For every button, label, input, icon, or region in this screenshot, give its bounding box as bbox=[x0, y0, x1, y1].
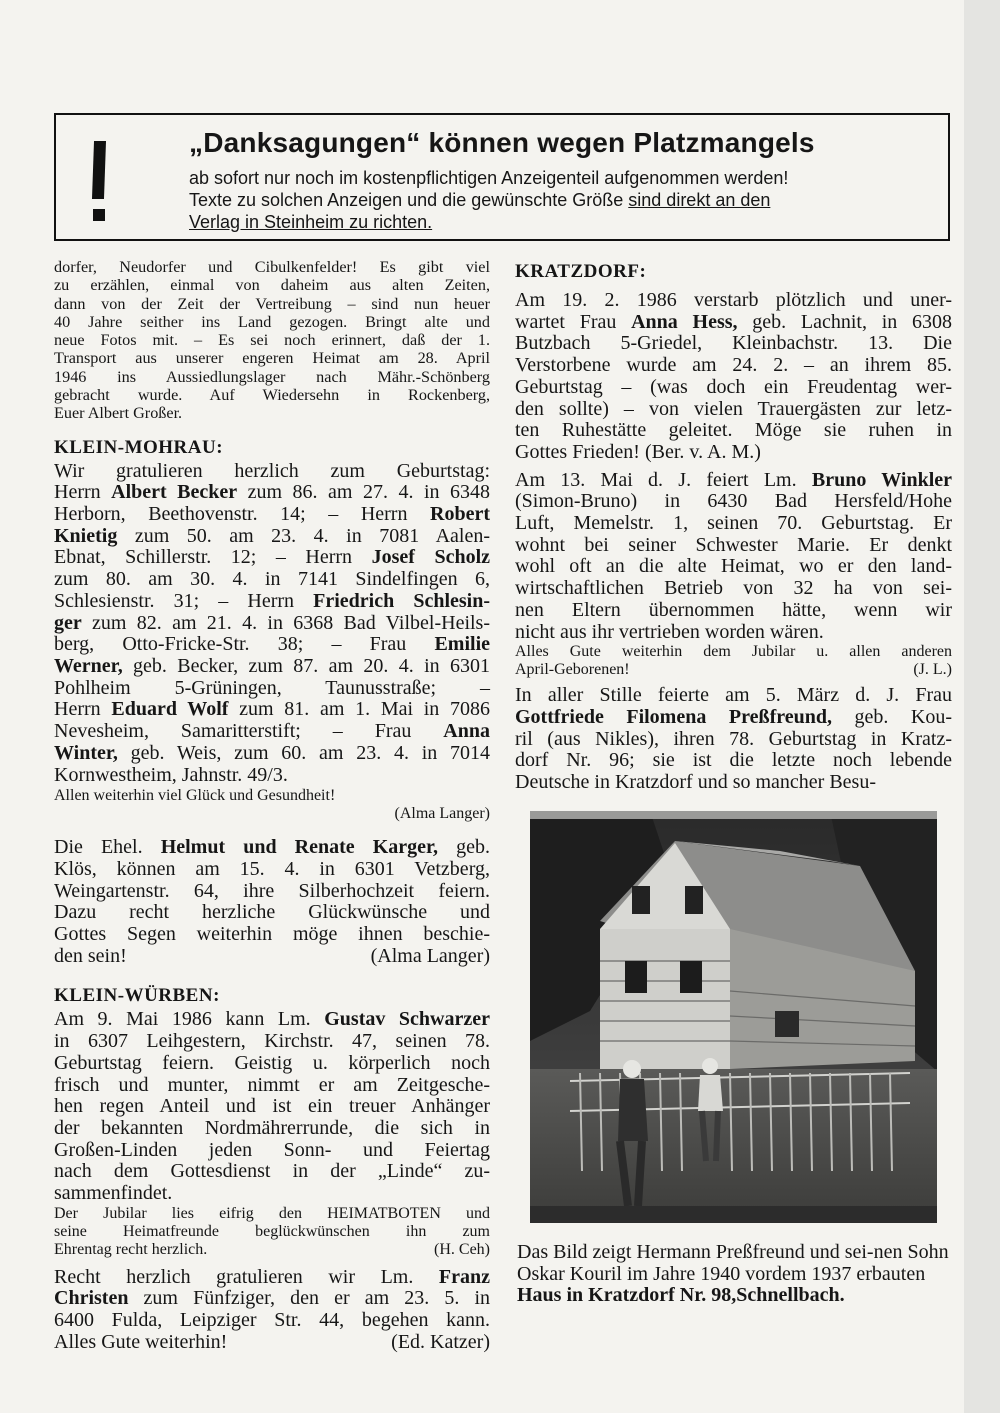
text-line: 1946 ins Aussiedlungslager nach Mähr.-Schönberg bbox=[54, 367, 490, 386]
bold-name: Gottfriede Filomena Preßfreund, bbox=[515, 705, 832, 728]
text-line: Die Ehel. Helmut und Renate Karger, geb. bbox=[54, 836, 490, 859]
bold-name: Winter, bbox=[54, 741, 118, 764]
section-heading-klein-wuerben: KLEIN-WÜRBEN: bbox=[54, 985, 220, 1007]
text-line: Kornwestheim, Jahnstr. 49/3. bbox=[54, 763, 288, 786]
text-line: in 6307 Leihgestern, Kirchstr. 47, seinen 78. bbox=[54, 1030, 490, 1053]
page-edge-shadow bbox=[964, 0, 1000, 1413]
text-line: Knietig zum 50. am 23. 4. in 7081 Aalen- bbox=[54, 524, 490, 547]
text-line: Verstorbene wurde am 24. 2. – an ihrem 85. bbox=[515, 354, 952, 377]
klein-mohrau-closing bbox=[54, 787, 490, 823]
text-line: Weingartenstr. 64, ihre Silberhochzeit feiern. bbox=[54, 879, 490, 902]
text-line: dorf Nr. 96; sie ist die letzte noch lebende bbox=[515, 749, 952, 772]
text-line: berg, Otto-Fricke-Str. 38; – Frau Emilie bbox=[54, 633, 490, 656]
text-line: den sollte) – von vielen Trauergästen zur letz- bbox=[515, 397, 952, 420]
karger-last-line bbox=[54, 946, 490, 968]
photo-caption bbox=[517, 1242, 953, 1307]
text-line: Pohlheim 5-Grüningen, Taunusstraße; – bbox=[54, 676, 490, 699]
note-text: April-Geborenen! bbox=[515, 661, 630, 679]
text-line: neue Fotos mit. – Es sei noch erinnert, daß der 1. bbox=[54, 331, 490, 350]
signature: (Alma Langer) bbox=[394, 805, 490, 823]
text-line: der bekannten Nordmährerrunde, die sich in bbox=[54, 1116, 490, 1139]
text-line: zu erzählen, einmal von daheim aus alten Zeiten, bbox=[54, 276, 490, 295]
text-line: wirtschaftlichen Betrieb von 32 ha von sei- bbox=[515, 577, 952, 600]
text-line: nach dem Gottesdienst in der „Linde“ zu- bbox=[54, 1160, 490, 1183]
christen-last-line bbox=[54, 1332, 490, 1354]
notice-body bbox=[189, 167, 929, 233]
bold-name: Anna Hess, bbox=[631, 310, 738, 333]
text-line: Luft, Memelstr. 1, seinen 70. Geburtstag. Er bbox=[515, 512, 952, 535]
text-line: seine Heimatfreunde beglückwünschen ihn zum bbox=[54, 1222, 490, 1240]
text-line: Am 9. Mai 1986 kann Lm. Gustav Schwarzer bbox=[54, 1008, 490, 1031]
text-line: Gottfriede Filomena Preßfreund, geb. Kou- bbox=[515, 705, 952, 728]
text-line: Herrn Albert Becker zum 86. am 27. 4. in 6348 bbox=[54, 481, 490, 504]
text-line: Deutsche in Kratzdorf und so mancher Besu- bbox=[515, 771, 876, 794]
klein-wuerben-note bbox=[54, 1205, 490, 1241]
text-line: Herborn, Beethovenstr. 14; – Herrn Robert bbox=[54, 503, 490, 526]
text-line: wartet Frau Anna Hess, geb. Lachnit, in 6308 bbox=[515, 310, 952, 333]
text-line: Geburtstag feiern. Geistig u. körperlich noch bbox=[54, 1051, 490, 1074]
text-line: dann von der Zeit der Vertreibung – sind nun heuer bbox=[54, 294, 490, 313]
note-text: Alles Gute weiterhin dem Jubilar u. allen anderen bbox=[515, 643, 952, 661]
signature: (Ed. Katzer) bbox=[391, 1330, 490, 1353]
text-line: hen regen Anteil und ist ein treuer Anhänger bbox=[54, 1095, 490, 1118]
right-column bbox=[515, 258, 952, 794]
notice-line bbox=[189, 189, 929, 211]
bold-name: Knietig bbox=[54, 524, 118, 547]
intro-paragraph bbox=[54, 258, 490, 423]
notice-underlined-text: Verlag in Steinheim zu richten. bbox=[189, 212, 433, 232]
left-column bbox=[54, 258, 490, 1354]
text-line: Gottes Segen weiterhin möge ihnen beschie- bbox=[54, 923, 490, 946]
text-line: In aller Stille feierte am 5. März d. J. Frau bbox=[515, 684, 952, 707]
text-line: 40 Jahre seither ins Land gezogen. Bringt alte und bbox=[54, 312, 490, 331]
bold-name: Friedrich Schlesin- bbox=[313, 589, 491, 612]
text-line: dorfer, Neudorfer und Cibulkenfelder! Es gibt viel bbox=[54, 258, 490, 276]
text-line: Am 19. 2. 1986 verstarb plötzlich und uner- bbox=[515, 289, 952, 311]
text-line: Ebnat, Schillerstr. 12; – Herrn Josef Scholz bbox=[54, 546, 490, 569]
paragraph-text: Gottes Frieden! (Ber. v. A. M.) bbox=[515, 440, 761, 463]
text-line: Transport aus unserer engeren Heimat am 28. April bbox=[54, 349, 490, 368]
bold-name: Bruno Winkler bbox=[811, 468, 952, 491]
text-line: ten Ruhestätte geleitet. Möge sie ruhen in bbox=[515, 419, 952, 442]
winkler-paragraph bbox=[515, 470, 952, 622]
text-line: wohnt bei seiner Schwester Marie. Er denkt bbox=[515, 533, 952, 556]
text-line: Der Jubilar lies eifrig den HEIMATBOTEN und bbox=[54, 1204, 490, 1222]
bold-name: Gustav Schwarzer bbox=[324, 1008, 490, 1031]
hess-last-line bbox=[515, 442, 952, 464]
text-line: nen Sohn Oskar Kouril im Jahre 1940 vor bbox=[517, 1241, 949, 1285]
text-line: Das Bild zeigt Hermann Preßfreund und sei- bbox=[517, 1241, 874, 1263]
section-heading-klein-mohrau: KLEIN-MOHRAU: bbox=[54, 436, 224, 458]
bold-name: Franz bbox=[438, 1265, 490, 1288]
text-line: Großen-Linden jeden Sonn- und Feiertag bbox=[54, 1138, 490, 1161]
text-line: ril (aus Nikles), ihren 78. Geburtstag in Kratz- bbox=[515, 727, 952, 750]
text-line: Nevesheim, Samaritterstift; – Frau Anna bbox=[54, 720, 490, 743]
klein-wuerben-note-last bbox=[54, 1241, 490, 1259]
text-line: Am 13. Mai d. J. feiert Lm. Bruno Winkler bbox=[515, 468, 952, 491]
text-line: wohl oft an die alte Heimat, wo er den land- bbox=[515, 555, 952, 578]
bold-name: Albert Becker bbox=[111, 481, 238, 504]
notice-line bbox=[189, 211, 929, 233]
notice-headline: „Danksagungen“ können wegen Platzmangels bbox=[189, 127, 815, 158]
bold-name: Werner, bbox=[54, 655, 123, 677]
signature: (H. Ceh) bbox=[434, 1240, 490, 1258]
text-line: Euer Albert Großer. bbox=[54, 404, 183, 423]
paragraph-text: Alles Gute weiterhin! bbox=[54, 1330, 228, 1353]
text-line: Butzbach 5-Griedel, Kleinbachstr. 13. Die bbox=[515, 332, 952, 355]
bold-name: Haus in Kratzdorf Nr. 98, bbox=[517, 1284, 737, 1307]
text-line: nen Eltern übernommen hätte, wenn wir bbox=[515, 598, 952, 621]
christen-paragraph bbox=[54, 1267, 490, 1332]
note-text: Ehrentag recht herzlich. bbox=[54, 1240, 208, 1258]
caption-last-line: Schnellbach. bbox=[736, 1284, 845, 1307]
notice-text: Texte zu solchen Anzeigen und die gewünschte Größe bbox=[189, 190, 629, 210]
house-photo bbox=[530, 811, 937, 1223]
bold-name: Robert bbox=[430, 503, 490, 526]
text-line: Christen zum Fünfziger, den er am 23. 5. in bbox=[54, 1287, 490, 1310]
text-line: Wir gratulieren herzlich zum Geburtstag: bbox=[54, 459, 490, 482]
text-line: Geburtstag – (was doch ein Freudentag wer- bbox=[515, 375, 952, 398]
text-line: 6400 Fulda, Leipziger Str. 44, begehen kann. bbox=[54, 1309, 490, 1332]
text-line: zum 80. am 30. 4. in 7141 Sindelfingen 6, bbox=[54, 568, 490, 591]
signature: (J. L.) bbox=[913, 661, 952, 679]
karger-paragraph bbox=[54, 837, 490, 946]
text-line: Klös, können am 15. 4. in 6301 Vetzberg, bbox=[54, 857, 490, 880]
text-line: Herrn Eduard Wolf zum 81. am 1. Mai in 7086 bbox=[54, 698, 491, 721]
bold-name: Eduard Wolf bbox=[111, 698, 229, 721]
bold-name: ger bbox=[54, 611, 82, 634]
hess-paragraph bbox=[515, 290, 952, 442]
exclamation-icon bbox=[82, 127, 118, 227]
paragraph-text: sammenfindet. bbox=[54, 1182, 173, 1205]
text-line: Schlesienstr. 31; – Herrn Friedrich Schlesin- bbox=[54, 589, 491, 612]
pressfreund-paragraph bbox=[515, 685, 952, 794]
winkler-last-line bbox=[515, 622, 952, 644]
notice-line: ab sofort nur noch im kostenpflichtigen Anzeigenteil aufgenommen werden! bbox=[189, 168, 789, 188]
closing-line: Allen weiterhin viel Glück und Gesundheit! bbox=[54, 787, 336, 805]
paragraph-text: nicht aus ihr vertrieben worden wären. bbox=[515, 620, 824, 643]
bold-name: Josef Scholz bbox=[371, 546, 490, 569]
text-line: Werner, geb. Becker, zum 87. am 20. 4. in 6301 bbox=[54, 655, 490, 677]
klein-wuerben-paragraph bbox=[54, 1009, 490, 1183]
paragraph-text: den sein! bbox=[54, 944, 127, 967]
text-line: Recht herzlich gratulieren wir Lm. Franz bbox=[54, 1265, 490, 1288]
text-line: ger zum 82. am 21. 4. in 6368 Bad Vilbel-Heils- bbox=[54, 611, 490, 634]
bold-name: Helmut und Renate Karger, bbox=[160, 836, 439, 859]
bold-name: Anna bbox=[443, 720, 490, 743]
notice-underlined-text: sind direkt an den bbox=[628, 190, 771, 210]
bold-name: Emilie bbox=[434, 633, 490, 656]
bold-name: Christen bbox=[54, 1287, 129, 1310]
text-line: dem 1937 erbauten Haus in Kratzdorf Nr. 98, bbox=[517, 1262, 926, 1307]
klein-mohrau-paragraph bbox=[54, 461, 490, 787]
text-line: (Simon-Bruno) in 6430 Bad Hersfeld/Hohe bbox=[515, 490, 952, 513]
text-line: Dazu recht herzliche Glückwünsche und bbox=[54, 901, 490, 924]
text-line: Winter, geb. Weis, zum 60. am 23. 4. in 7014 bbox=[54, 741, 490, 764]
text-line: gebracht wurde. Auf Wiedersehn in Rockenberg, bbox=[54, 386, 490, 405]
section-heading-kratzdorf: KRATZDORF: bbox=[515, 261, 647, 282]
klein-wuerben-last-line bbox=[54, 1183, 490, 1205]
notice-box bbox=[54, 113, 950, 241]
signature: (Alma Langer) bbox=[370, 944, 490, 967]
winkler-note bbox=[515, 643, 952, 679]
text-line: frisch und munter, nimmt er am Zeitgesche- bbox=[54, 1073, 490, 1096]
